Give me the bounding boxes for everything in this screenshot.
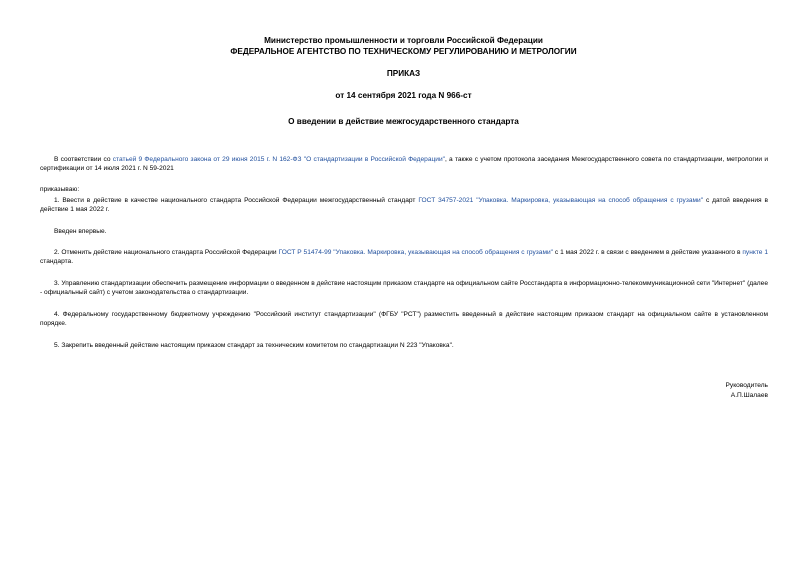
item-5-paragraph: 5. Закрепить введенный действие настоящим приказом стандарт за техническим комитетом по стандартизации N 223 "Упаковка".: [54, 342, 454, 349]
date-number-heading: от 14 сентября 2021 года N 966-ст: [335, 91, 472, 100]
item-4-paragraph: 4. Федеральному государственному бюджетному учреждению "Российский институт стандартизации" (ФГБУ "РСТ") разместить введенный в действие настоящим приказом стандарт на официальном сайте в установленном порядке.: [40, 311, 768, 327]
item-2-paragraph: [40, 249, 768, 267]
intro-text-before: В соответствии со: [54, 156, 113, 163]
agency-heading: ФЕДЕРАЛЬНОЕ АГЕНТСТВО ПО ТЕХНИЧЕСКОМУ РЕГУЛИРОВАНИЮ И МЕТРОЛОГИИ: [230, 47, 577, 56]
intro-paragraph: [40, 156, 768, 174]
item-1-paragraph: [40, 197, 768, 215]
item-2-text-before: 2. Отменить действие национального стандарта Российской Федерации: [54, 249, 279, 256]
item-2-text-after: стандарта.: [40, 257, 74, 265]
doc-type-heading: ПРИКАЗ: [386, 69, 421, 78]
item-1-text-before: 1. Ввести в действие в качестве национального стандарта Российской Федерации межгосударственный стандарт: [54, 197, 419, 204]
intro-text-after: , а также с учетом протокола заседания Межгосударственного совета по стандартизации, метрологии и сертификации от 14 июля 2021 г. N 59-2021: [40, 156, 768, 172]
federal-law-link[interactable]: статьей 9 Федерального закона от 29 июня 2015 г. N 162-ФЗ "О стандартизации в Российской Федерации": [112, 156, 445, 163]
document-title: О введении в действие межгосударственного стандарта: [288, 117, 519, 126]
gost-r-51474-link[interactable]: ГОСТ Р 51474-99 "Упаковка. Маркировка, указывающая на способ обращения с грузами": [278, 249, 554, 256]
gost-34757-link[interactable]: ГОСТ 34757-2021 "Упаковка. Маркировка, указывающая на способ обращения с грузами": [418, 197, 704, 204]
item-1-reference-link[interactable]: пункте 1: [742, 249, 768, 256]
signature-name: А.П.Шалаев: [730, 392, 768, 399]
introduced-first-note: Введен впервые.: [54, 228, 107, 235]
item-3-paragraph: 3. Управлению стандартизации обеспечить размещение информации о введенном в действие настоящим приказом стандарте на официальном сайте Росстандарта в информационно-телекоммуникационной сети "Интернет" (далее - официальный сайт) с учетом законодательства о стандартизации.: [40, 280, 768, 296]
ministry-heading: Министерство промышленности и торговли Российской Федерации: [264, 36, 543, 45]
order-word: приказываю:: [40, 186, 80, 193]
item-1-text-after: с датой введения в действие 1 мая 2022 г.: [40, 197, 769, 213]
signature-position: Руководитель: [725, 382, 768, 389]
item-2-text-mid: с 1 мая 2022 г. в связи с введением в действие указанного в: [553, 249, 743, 256]
